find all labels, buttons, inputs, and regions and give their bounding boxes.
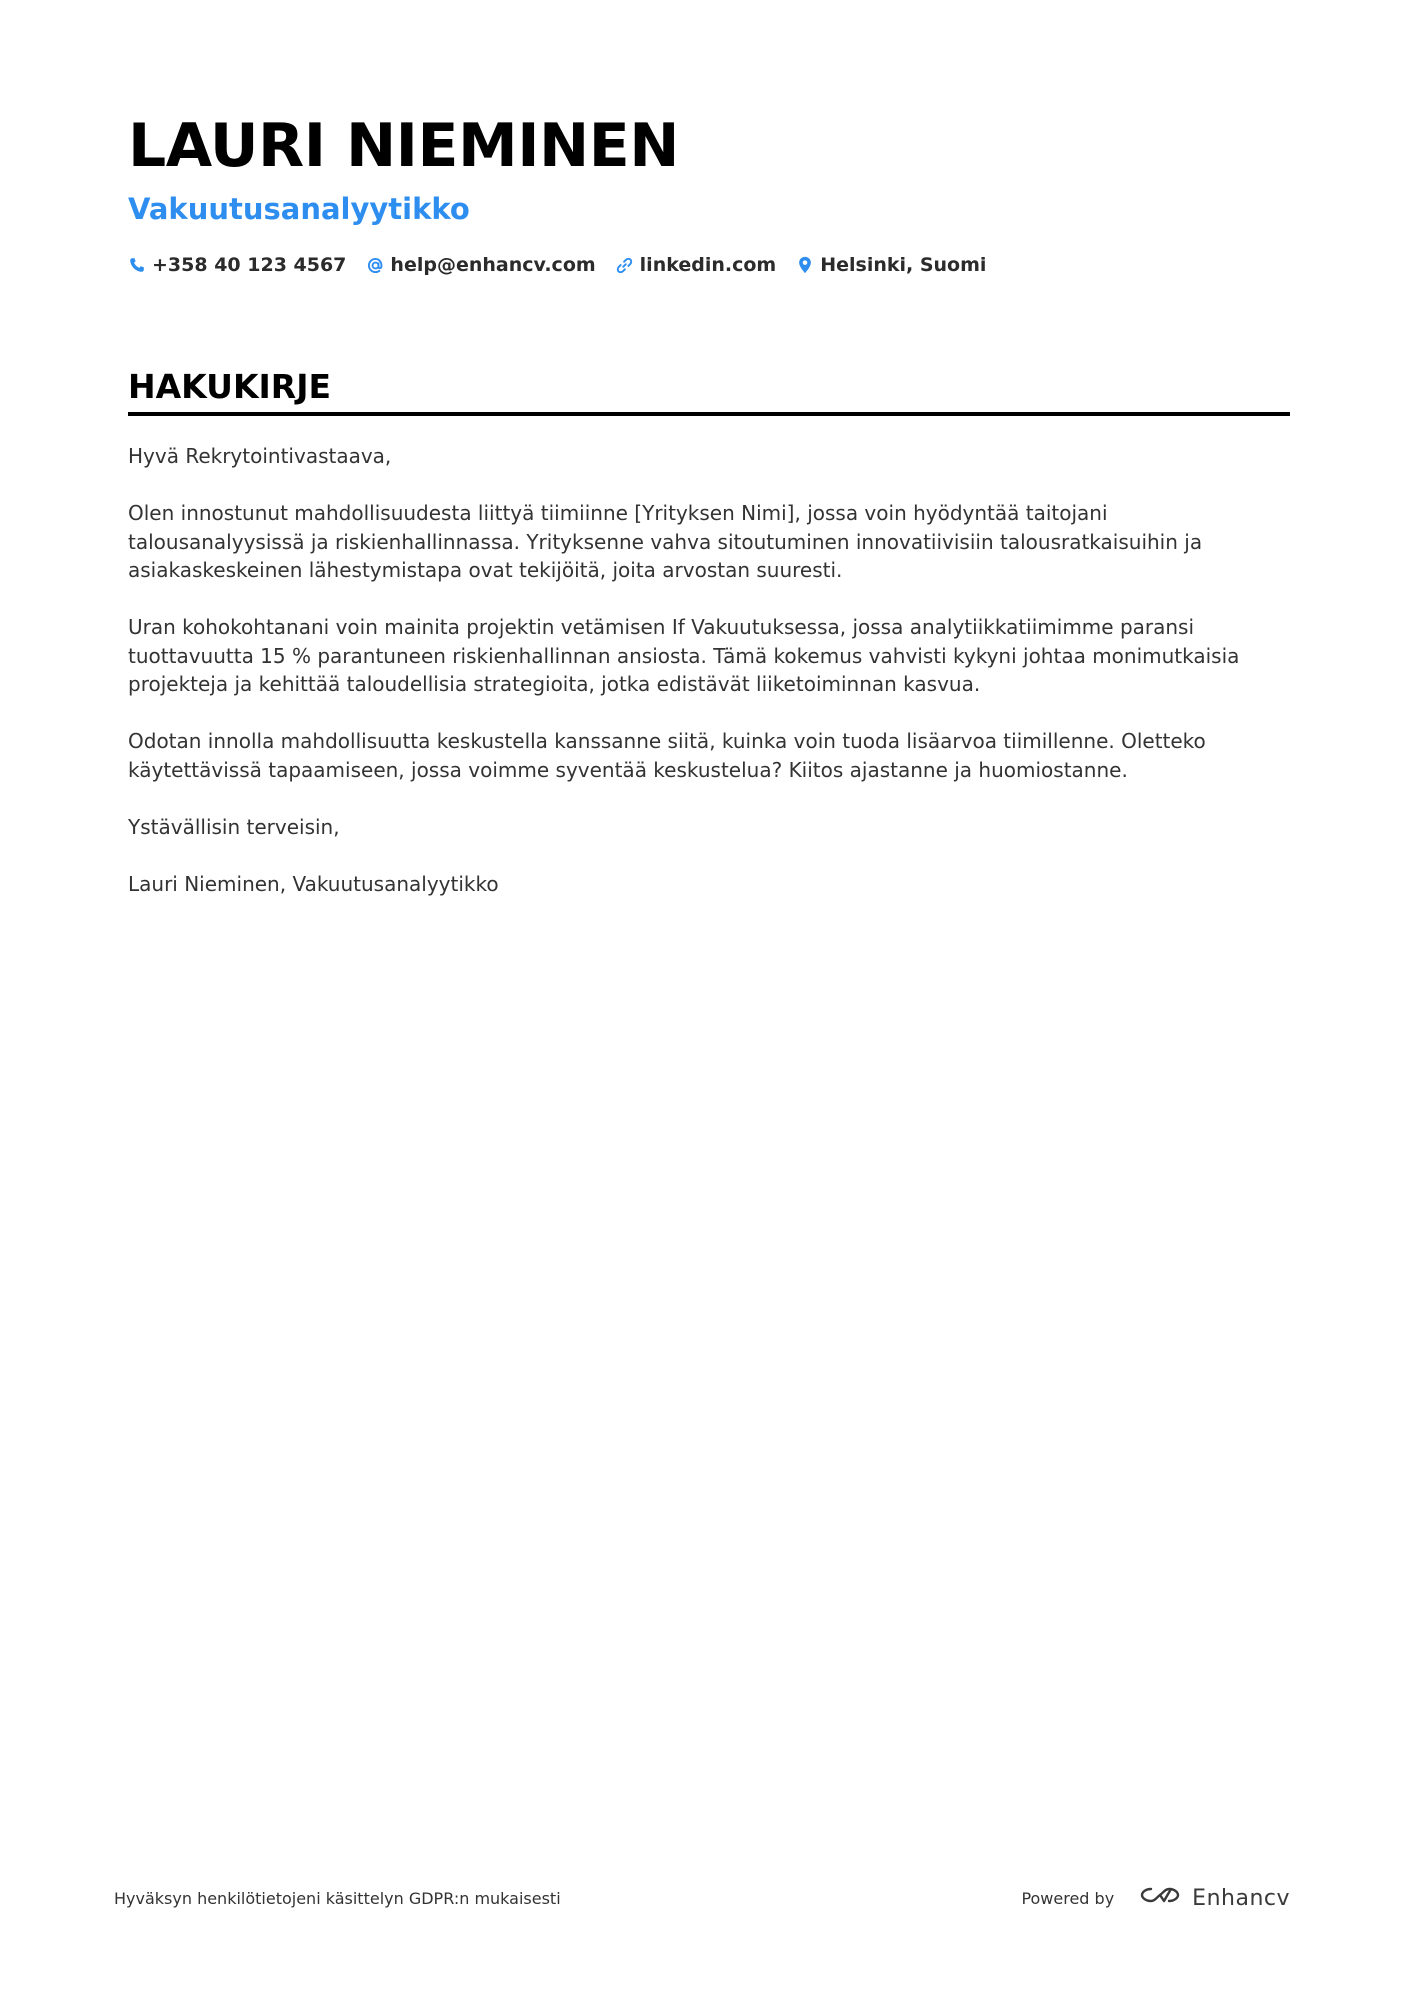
powered-by [1021,1883,1290,1913]
letter-greeting: Hyvä Rekrytointivastaava, [128,444,392,468]
contact-phone-text: +358 40 123 4567 [152,254,347,276]
cover-letter-section [128,366,1290,927]
letter-paragraph-1: Olen innostunut mahdollisuudesta liittyä tiimiinne [Yrityksen Nimi], jossa voin hyödyntää taitojani talousanalyysissä ja riskienhallinnassa. Yrityksenne vahva sitoutuminen innovatiivisiin talousratkaisuihin ja asiakaskeskeinen lähestymistapa ovat tekijöitä, joita arvostan suuresti. [128,501,1203,582]
letter-paragraph-2: Uran kohokohtanani voin mainita projektin vetämisen If Vakuutuksessa, jossa analytiikkatiimimme paransi tuottavuutta 15 % parantuneen riskienhallinnan ansiosta. Tämä kokemus vahvisti kykyni johtaa monimutkaisia projekteja ja kehittää taloudellisia strategioita, jotka edistävät liiketoiminnan kasvua. [128,615,1240,696]
letter-closing: Ystävällisin terveisin, [128,814,340,839]
section-title: HAKUKIRJE [128,367,332,406]
letter-paragraph-3: Odotan innolla mahdollisuutta keskustella kanssanne siitä, kuinka voin tuoda lisäarvoa tiimillenne. Oletteko käytettävissä tapaamiseen, jossa voimme syventää keskustelua? Kiitos ajastanne ja huomiostanne. [128,729,1206,782]
section-divider [128,412,1290,416]
letter-signature: Lauri Nieminen, Vakuutusanalyytikko [128,871,499,896]
contact-linkedin [616,254,777,276]
contact-phone [128,254,346,276]
contact-linkedin-text: linkedin.com [639,254,777,276]
enhancv-brand[interactable] [1138,1883,1290,1913]
location-pin-icon [796,256,814,274]
header [128,108,1290,276]
job-title: Vakuutusanalyytikko [128,192,470,226]
enhancv-brand-name: Enhancv [1192,1885,1290,1911]
contact-email [366,254,595,276]
contact-location-text: Helsinki, Suomi [820,254,987,276]
footer [114,1878,1290,1918]
applicant-name: LAURI NIEMINEN [128,111,679,181]
powered-by-label: Powered by [1021,1888,1115,1908]
link-icon [616,256,634,274]
at-icon [366,256,384,274]
phone-icon [128,256,146,274]
gdpr-consent-text: Hyväksyn henkilötietojeni käsittelyn GDPR:n mukaisesti [114,1888,561,1908]
enhancv-logo-icon [1138,1883,1182,1913]
letter-body [128,442,1290,898]
contact-email-text: help@enhancv.com [390,254,596,276]
contact-bar [128,254,1290,276]
contact-location [796,254,986,276]
